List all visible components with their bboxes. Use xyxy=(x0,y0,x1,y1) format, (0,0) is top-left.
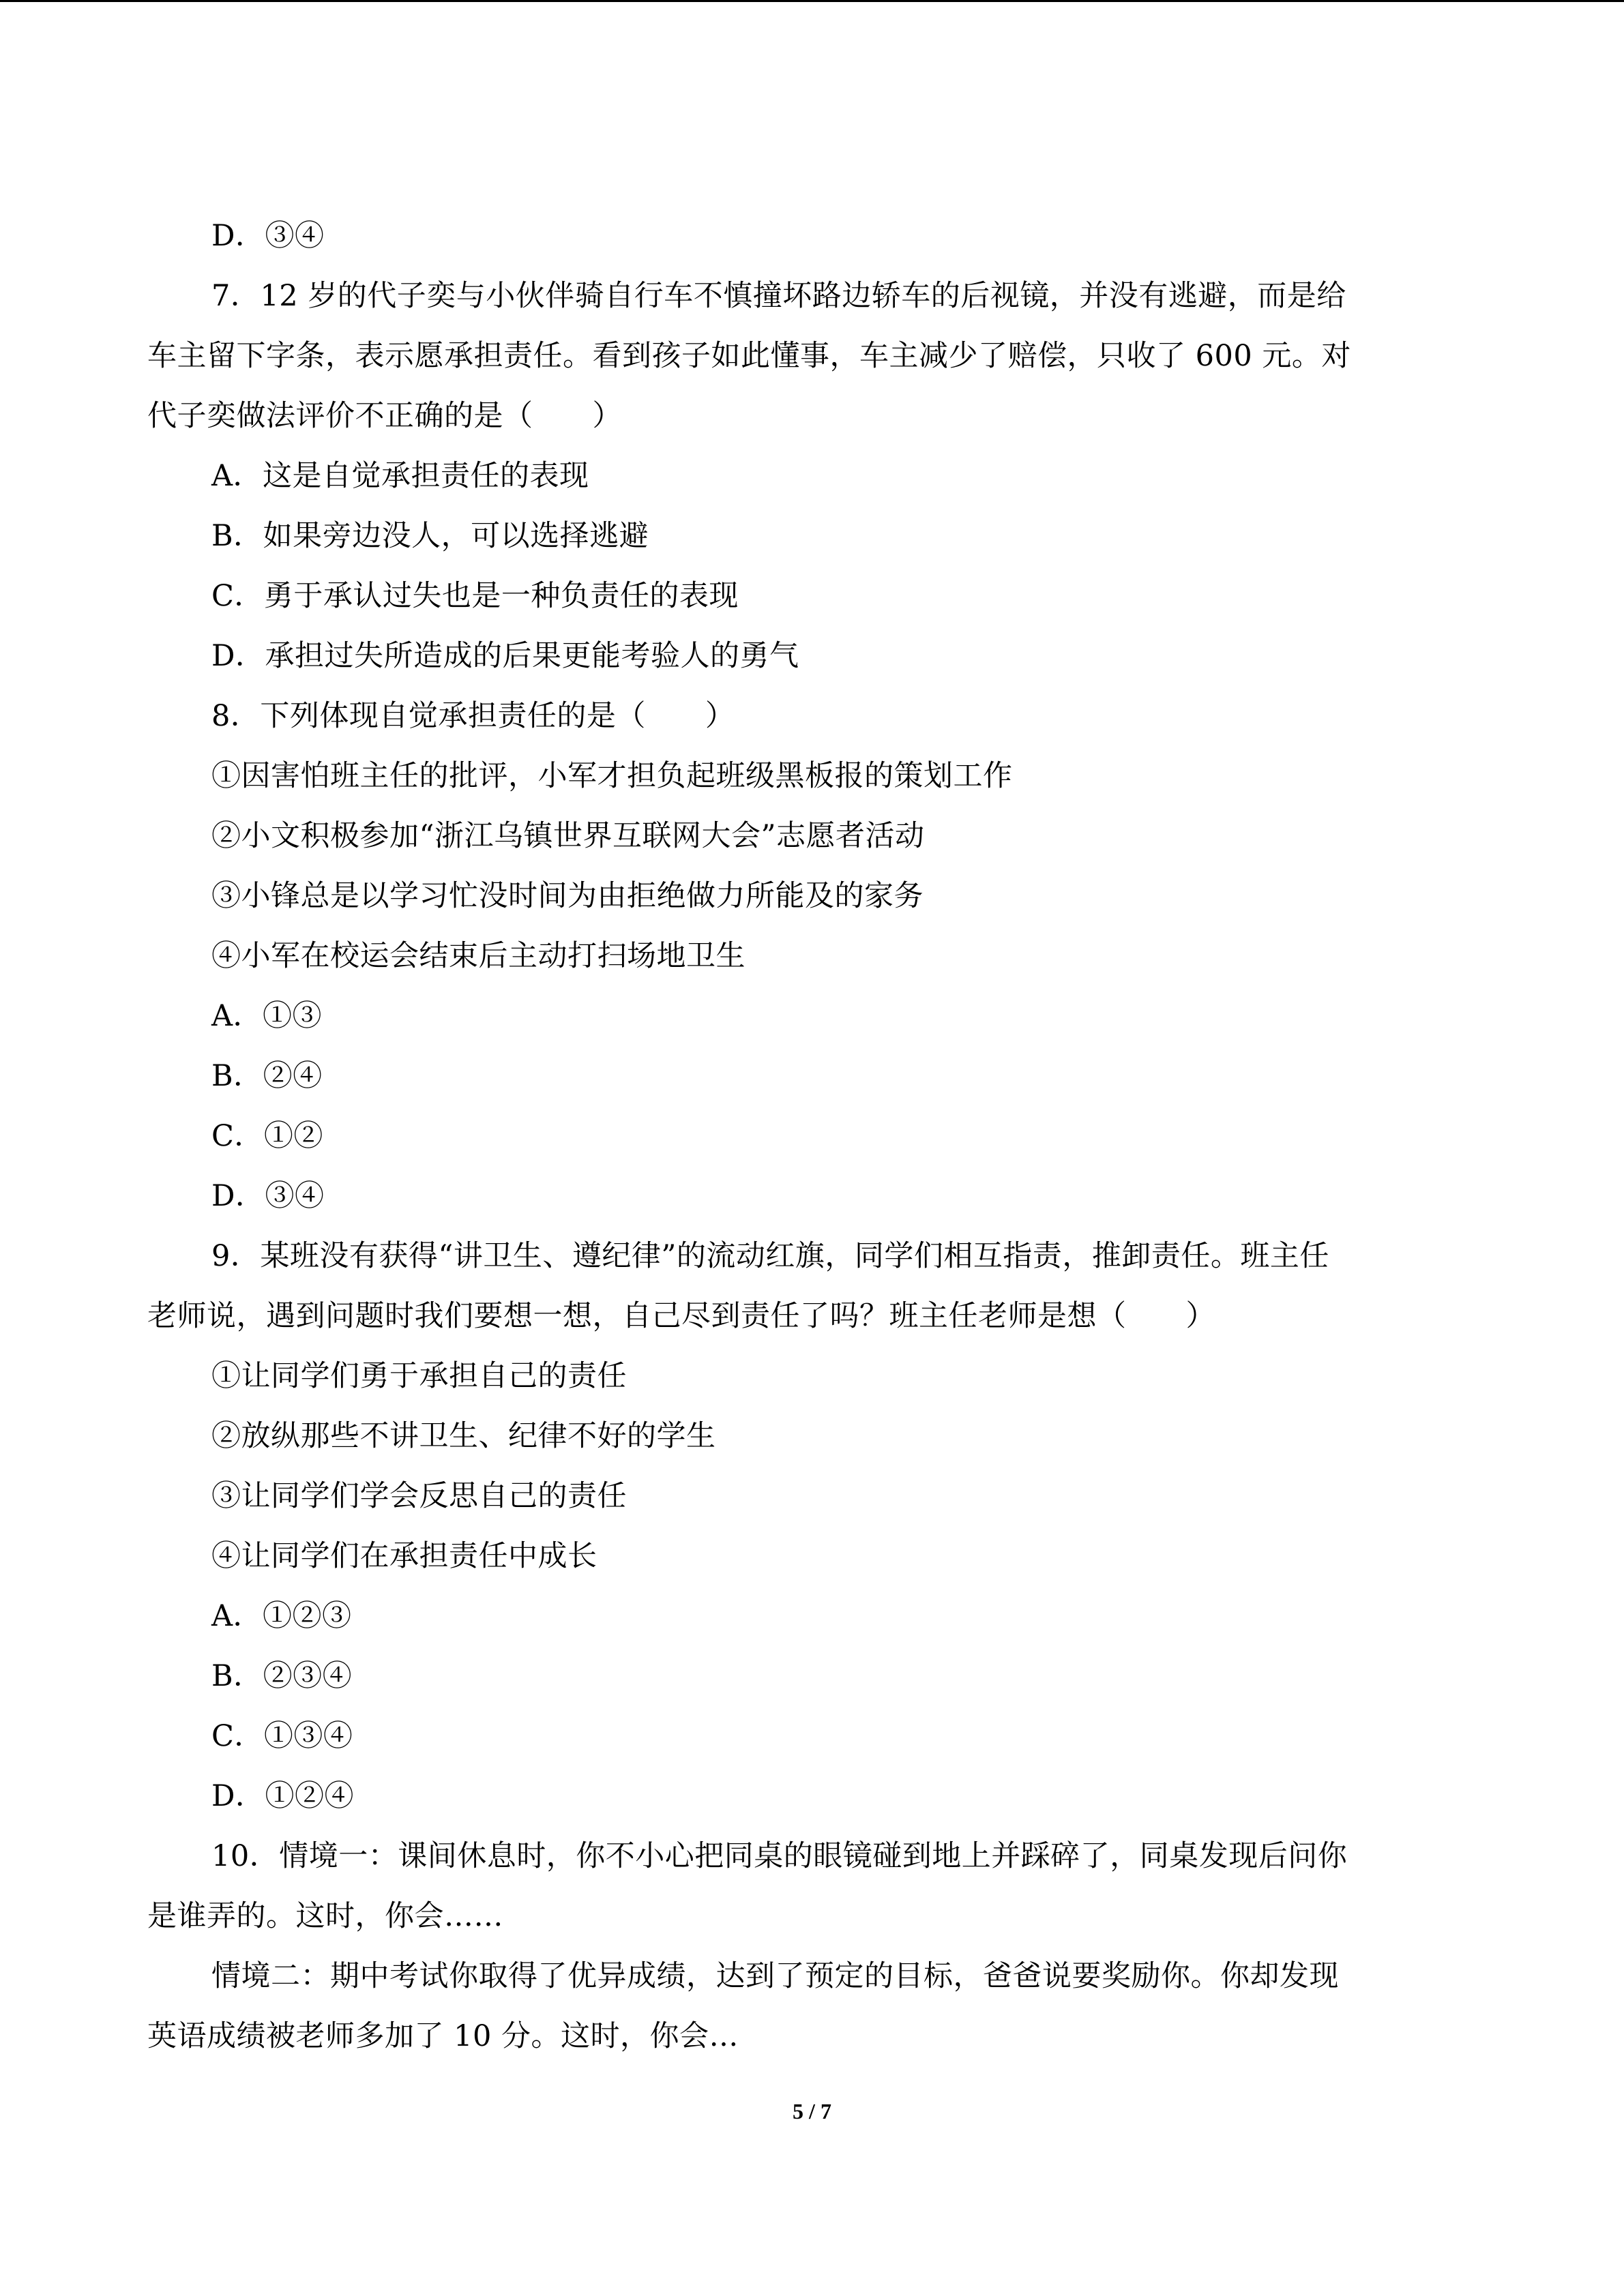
q7-option-c: C．勇于承认过失也是一种负责任的表现 xyxy=(211,579,739,613)
q7-stem-line-1: 7．12 岁的代子奕与小伙伴骑自行车不慎撞坏路边轿车的后视镜，并没有逃避，而是给 xyxy=(211,279,1346,313)
q7-option-b: B．如果旁边没人，可以选择逃避 xyxy=(211,519,649,553)
q7-stem-line-2: 车主留下字条，表示愿承担责任。看到孩子如此懂事，车主减少了赔偿，只收了 600 元。对 xyxy=(147,339,1351,373)
q8-statement-2: ②小文积极参加“浙江乌镇世界互联网大会”志愿者活动 xyxy=(211,819,925,853)
q8-option-d: D．③④ xyxy=(211,1179,325,1213)
q9-option-c: C．①③④ xyxy=(211,1719,353,1753)
q6-option-d: D．③④ xyxy=(211,219,325,253)
q10-scenario-2-line-1: 情境二：期中考试你取得了优异成绩，达到了预定的目标，爸爸说要奖励你。你却发现 xyxy=(211,1959,1339,1993)
q10-scenario-2-line-2: 英语成绩被老师多加了 10 分。这时，你会… xyxy=(147,2019,739,2053)
q9-option-a: A．①②③ xyxy=(211,1599,352,1633)
q8-option-c: C．①② xyxy=(211,1119,323,1153)
q9-option-b: B．②③④ xyxy=(211,1659,353,1693)
page-number: 5 / 7 xyxy=(793,2099,831,2123)
q10-scenario-1-line-2: 是谁弄的。这时，你会…… xyxy=(147,1899,503,1933)
q7-option-d: D．承担过失所造成的后果更能考验人的勇气 xyxy=(211,639,799,673)
q8-statement-3: ③小锋总是以学习忙没时间为由拒绝做力所能及的家务 xyxy=(211,879,924,913)
q8-statement-1: ①因害怕班主任的批评，小军才担负起班级黑板报的策划工作 xyxy=(211,759,1013,793)
q9-statement-3: ③让同学们学会反思自己的责任 xyxy=(211,1479,627,1513)
q7-option-a: A．这是自觉承担责任的表现 xyxy=(211,459,589,493)
q8-statement-4: ④小军在校运会结束后主动打扫场地卫生 xyxy=(211,939,745,973)
q9-statement-4: ④让同学们在承担责任中成长 xyxy=(211,1539,597,1573)
q9-statement-1: ①让同学们勇于承担自己的责任 xyxy=(211,1359,627,1393)
q8-stem: 8．下列体现自觉承担责任的是（ ） xyxy=(211,699,735,733)
q10-scenario-1-line-1: 10．情境一：课间休息时，你不小心把同桌的眼镜碰到地上并踩碎了，同桌发现后问你 xyxy=(211,1839,1348,1873)
q9-statement-2: ②放纵那些不讲卫生、纪律不好的学生 xyxy=(211,1419,716,1453)
page-top-border xyxy=(0,0,1624,2)
q9-stem-line-2: 老师说，遇到问题时我们要想一想，自己尽到责任了吗？班主任老师是想（ ） xyxy=(147,1299,1215,1333)
q9-option-d: D．①②④ xyxy=(211,1779,354,1813)
q8-option-a: A．①③ xyxy=(211,999,323,1033)
q7-stem-line-3: 代子奕做法评价不正确的是（ ） xyxy=(147,399,622,433)
q9-stem-line-1: 9．某班没有获得“讲卫生、遵纪律”的流动红旗，同学们相互指责，推卸责任。班主任 xyxy=(211,1239,1329,1273)
q8-option-b: B．②④ xyxy=(211,1059,323,1093)
